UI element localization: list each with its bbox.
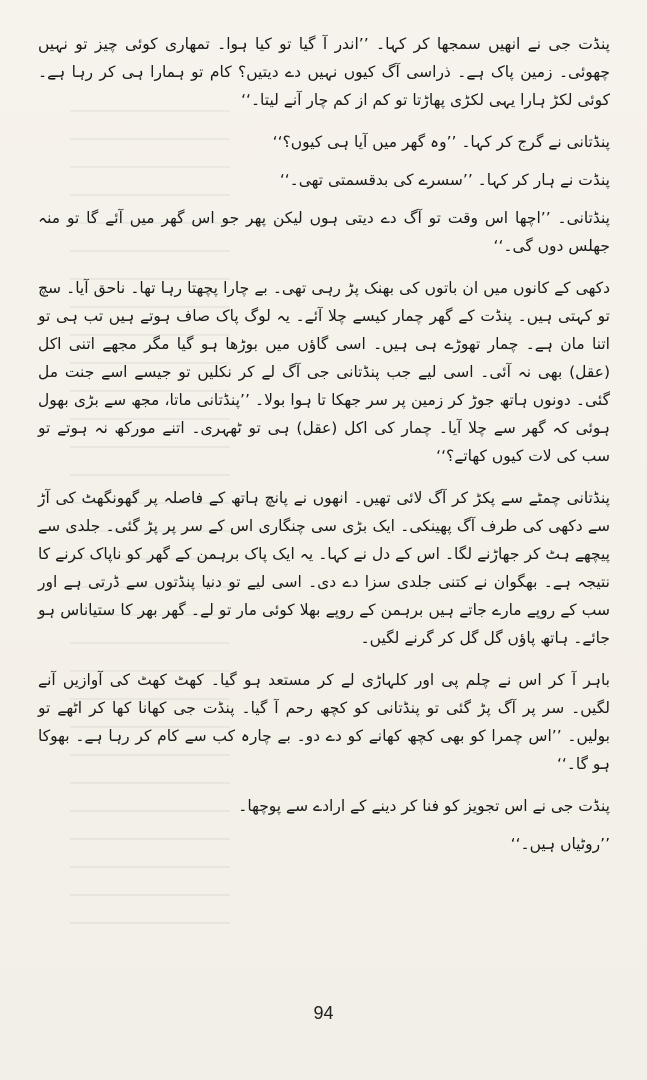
paragraph: دکھی کے کانوں میں ان باتوں کی بھنک پڑ رہی تھی۔ بے چارا پچھتا رہا تھا۔ ناحق آیا۔ سچ تو کہتی ہیں۔ پنڈت کے گھر چمار کیسے چلا آئے۔ یہ لوگ پاک صاف ہوتے ہیں تب ہی تو اتنا مان ہے۔ چمار تھوڑے ہی ہیں۔ اسی گاؤں میں بوڑھا ہو گیا مگر مجھے اتنی اکل (عقل) بھی نہ آئی۔ اسی لیے جب پنڈتانی جی آگ لے کر نکلیں تو جیسے اسے جنت مل گئی۔ دونوں ہاتھ جوڑ کر زمین پر سر جھکا تا ہوا بولا۔ ’’پنڈتانی ماتا، مجھ سے بڑی بھول ہوئی کہ گھر سے چلا آیا۔ چمار کی اکل (عقل) ہی تو ٹھہری۔ اتنے مورکھ نہ ہوتے تو سب کی لات کیوں کھاتے؟‘‘: [38, 279, 610, 465]
page-number: 94: [313, 1003, 334, 1023]
paragraph: پنڈتانی نے گرج کر کہا۔ ’’وہ گھر میں آیا ہی کیوں؟‘‘: [272, 133, 610, 151]
paragraph: باہر آ کر اس نے چلم پی اور کلہاڑی لے کر مستعد ہو گیا۔ کھٹ کھٹ کی آوازیں آنے لگیں۔ سر پر آگ پڑ گئی تو پنڈتانی کو کچھ رحم آ گیا۔ پنڈت جی کھانا کھا کر اٹھے تو بولیں۔ ’’اس چمرا کو بھی کچھ کھانے کو دے دو۔ بے چارہ کب سے کام کر رہا ہے۔ بھوکا ہو گا۔‘‘: [38, 671, 610, 773]
paragraph: ’’روٹیاں ہیں۔‘‘: [510, 835, 610, 853]
paragraph: پنڈت جی نے اس تجویز کو فنا کر دینے کے ارادے سے پوچھا۔: [238, 797, 610, 815]
paragraph: پنڈتانی۔ ’’اچھا اس وقت تو آگ دے دیتی ہوں لیکن پھر جو اس گھر میں آئے گا تو منہ جھلس دوں گی۔‘‘: [38, 209, 610, 255]
paragraph: پنڈت جی نے انھیں سمجھا کر کہا۔ ’’اندر آ گیا تو کیا ہوا۔ تمھاری کوئی چیز تو نہیں چھوئی۔ زمین پاک ہے۔ ذراسی آگ کیوں نہیں دے دیتیں؟ کام تو ہمارا ہی کر رہا ہے۔ کوئی لکڑ ہارا یہی لکڑی پھاڑتا تو کم از کم چار آنے لیتا۔‘‘: [38, 35, 610, 109]
paragraph: پنڈتانی چمٹے سے پکڑ کر آگ لائی تھیں۔ انھوں نے پانچ ہاتھ کے فاصلہ پر گھونگھٹ کی آڑ سے دکھی کی طرف آگ پھینکی۔ ایک بڑی سی چنگاری اس کے سر پر پڑ گئی۔ جلدی سے پیچھے ہٹ کر جھاڑنے لگا۔ اس کے دل نے کہا۔ یہ ایک پاک برہمن کے گھر کو ناپاک کرنے کا نتیجہ ہے۔ بھگوان نے کتنی جلدی سزا دے دی۔ اسی لیے تو دنیا پنڈتوں سے ڈرتی ہے اور سب کے روپے مارے جاتے ہیں برہمن کے روپے بھلا کوئی مار تو لے۔ گھر بھر کا ستیاناس ہو جائے۔ ہاتھ پاؤں گل گل کر گرنے لگیں۔: [38, 489, 610, 647]
paragraph: پنڈت نے ہار کر کہا۔ ’’سسرے کی بدقسمتی تھی۔‘‘: [279, 171, 610, 189]
body-text: [38, 30, 610, 868]
